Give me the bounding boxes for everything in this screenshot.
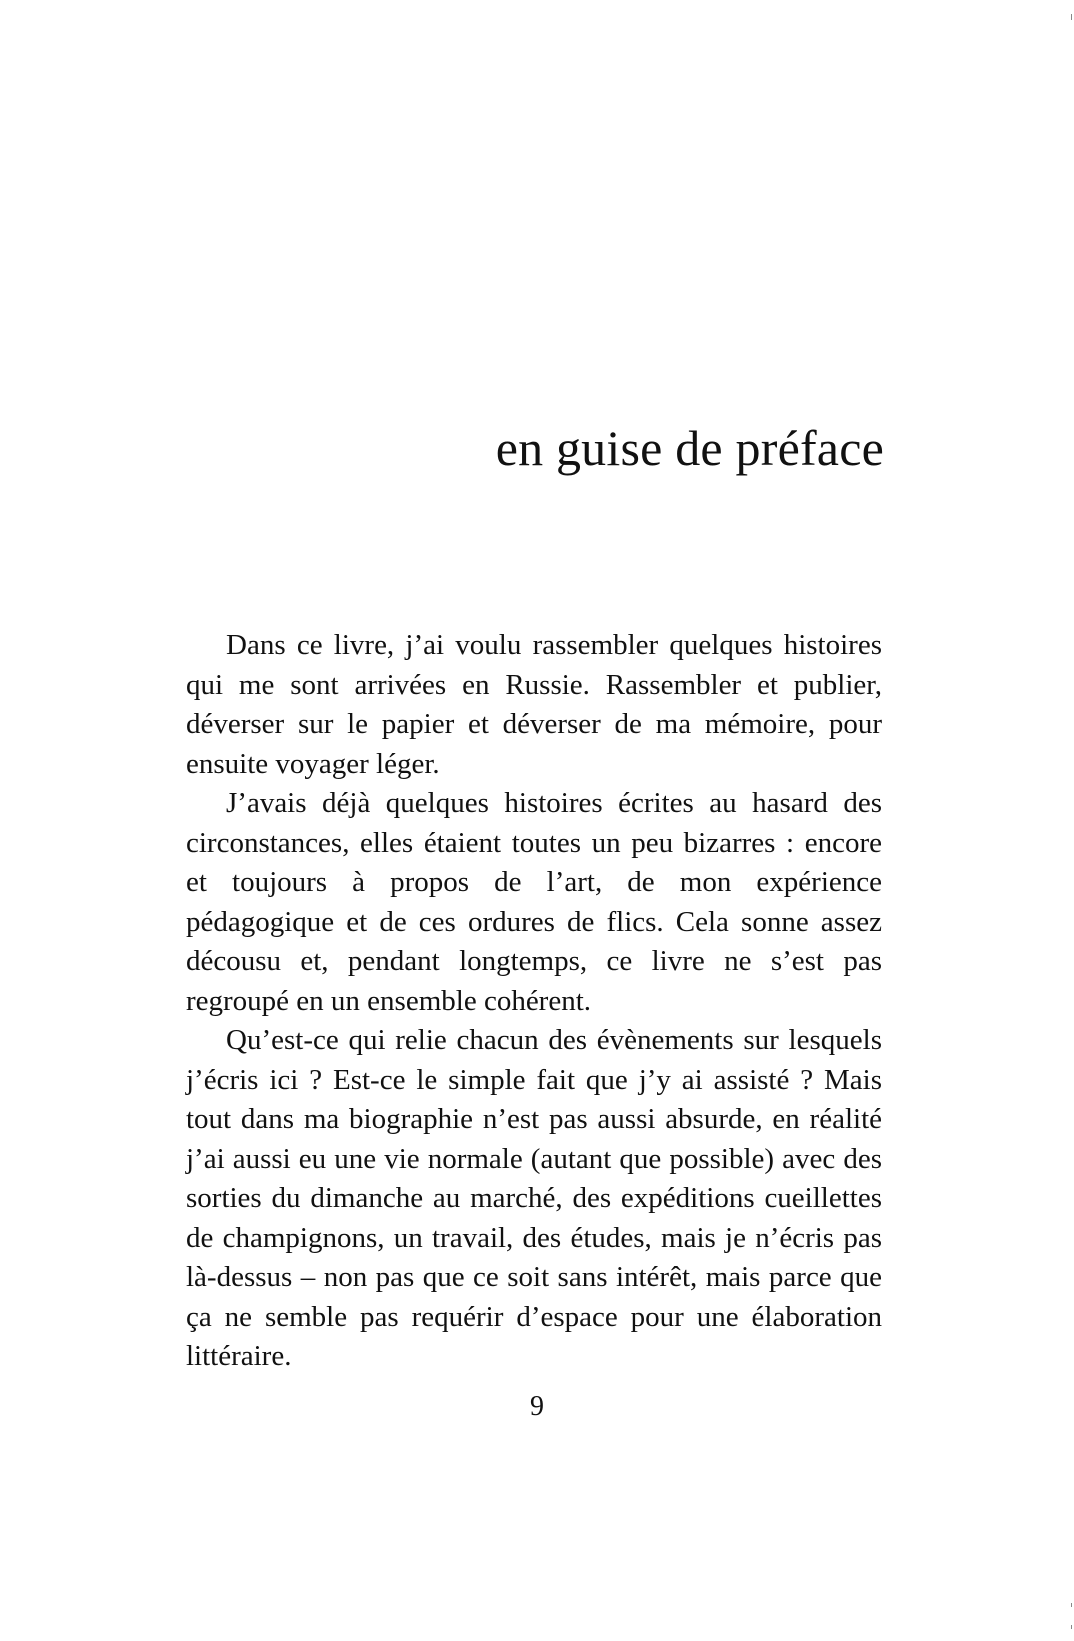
paragraph-1: Dans ce livre, j’ai voulu rassembler quelques histoires qui me sont arrivées en Russie. Rassembler et publier, déverser sur le papier et déverser de ma mémoire, pour ensuite voyager léger. [186, 629, 882, 780]
paragraph-3: Qu’est-ce qui relie chacun des évènements sur lesquels j’écris ici ? Est-ce le simple fait que j’y ai assisté ? Mais tout dans ma biographie n’est pas aussi absurde, en réalité j’ai aussi eu une vie normale (autant que possible) avec des sorties du dimanche au marché, des expéditions cueillettes de champignons, un travail, des études, mais je n’écris pas là-dessus – non pas que ce soit sans intérêt, mais parce que ça ne semble pas requérir d’espace pour une élaboration littéraire. [186, 1024, 882, 1372]
chapter-title: en guise de préface [495, 420, 884, 476]
paragraph-2: J’avais déjà quelques histoires écrites au hasard des circonstances, elles étaient toutes un peu bizarres : encore et toujours à propos de l’art, de mon expérience pédagogique et de ces ordures de flics. Cela sonne assez décousu et, pendant longtemps, ce livre ne s’est pas regroupé en un ensemble cohérent. [186, 787, 882, 1017]
crop-mark-top [1071, 14, 1072, 20]
crop-mark-bottom [1071, 1603, 1072, 1607]
body-text [186, 626, 882, 1377]
crop-mark-bottom-lower [1071, 1625, 1072, 1629]
page-number: 9 [530, 1391, 544, 1422]
